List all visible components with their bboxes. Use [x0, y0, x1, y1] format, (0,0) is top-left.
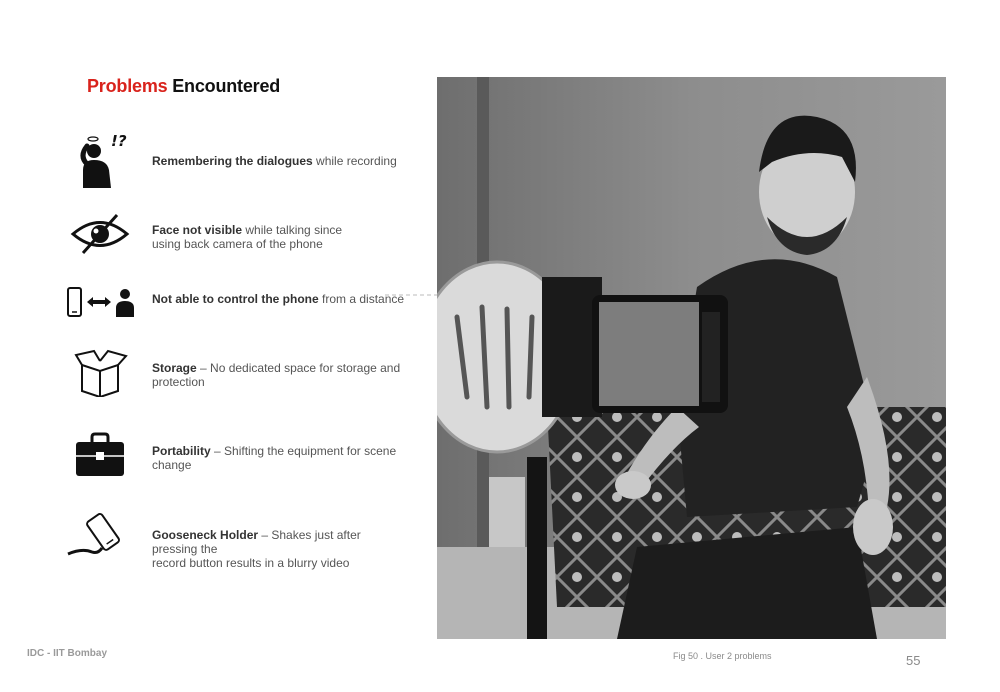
svg-text:!?: !? [111, 132, 127, 150]
gooseneck-phone-icon [60, 503, 140, 573]
figure-caption: Fig 50 . User 2 problems [673, 651, 772, 661]
problem-text: Face not visible while talking since using back camera of the phone [152, 223, 343, 251]
problem-text: Storage – No dedicated space for storage and protection [152, 361, 401, 389]
problem-item [60, 268, 405, 338]
title-rest: Encountered [167, 76, 281, 96]
page-title [87, 76, 280, 97]
title-accent: Problems [87, 76, 168, 96]
problem-text: Remembering the dialogues while recording [152, 154, 397, 168]
problem-item [60, 503, 405, 573]
page-number: 55 [906, 653, 921, 668]
eye-crossed-icon [60, 199, 140, 269]
footer-institute: IDC - IIT Bombay [27, 648, 108, 659]
problem-item [60, 420, 405, 490]
confused-person-icon [60, 126, 140, 196]
problem-item [60, 337, 405, 407]
phone-to-person-icon [60, 268, 140, 338]
problem-text: Portability – Shifting the equipment for scene change [152, 444, 397, 472]
problem-item [60, 199, 405, 269]
problem-item [60, 126, 405, 196]
briefcase-icon [60, 420, 140, 490]
user-recording-photo [437, 77, 946, 639]
problem-text: Not able to control the phone from a distance [152, 292, 405, 306]
problem-text: Gooseneck Holder – Shakes just after pressing the record button results in a blurry video [152, 528, 361, 570]
open-box-icon [60, 337, 140, 407]
